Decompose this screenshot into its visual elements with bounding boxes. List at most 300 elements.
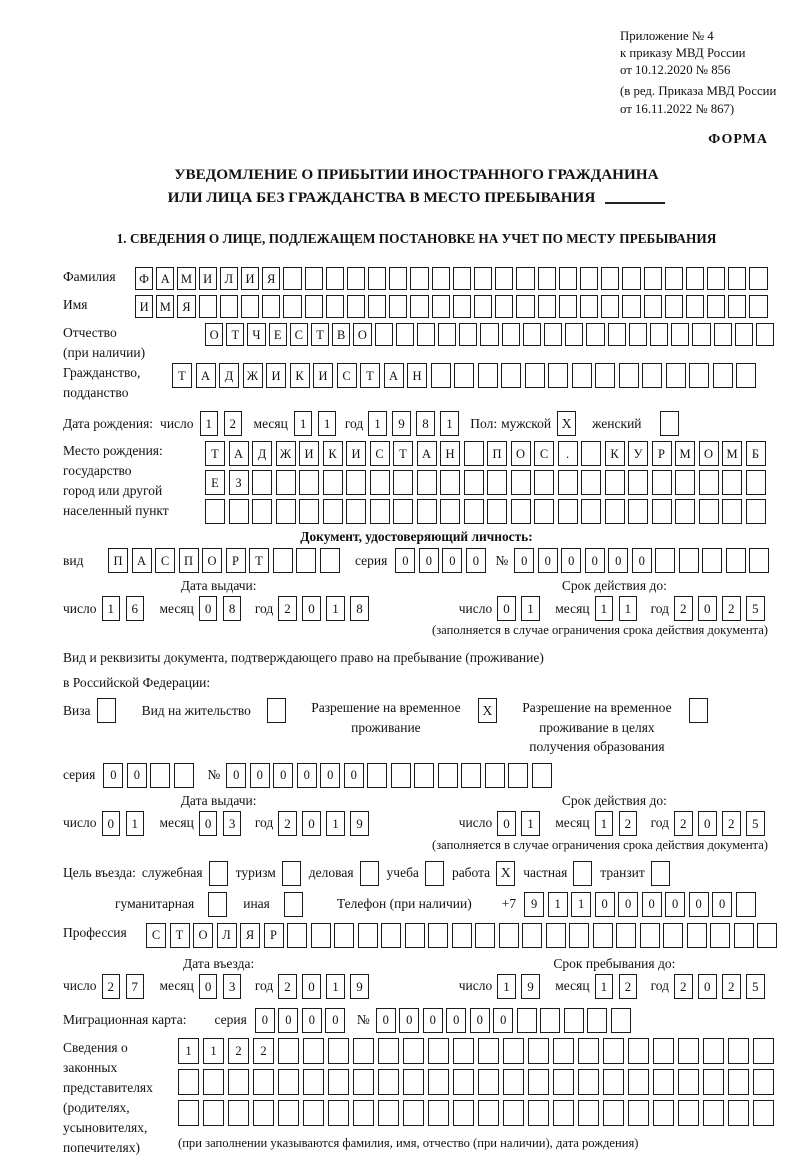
char-box[interactable]: Н [407,363,427,388]
char-box[interactable] [653,1100,674,1126]
char-box[interactable] [287,923,307,948]
char-box[interactable]: Ч [247,323,265,346]
char-box[interactable] [378,1038,399,1064]
char-box[interactable]: 0 [466,548,486,573]
char-box[interactable] [707,295,725,318]
char-box[interactable] [403,1069,424,1095]
char-box[interactable] [303,1069,324,1095]
char-box[interactable]: 1 [521,596,540,621]
char-box[interactable]: 5 [746,974,765,999]
char-box[interactable] [710,923,730,948]
char-box[interactable] [203,1069,224,1095]
char-box[interactable]: Ж [243,363,263,388]
char-box[interactable]: 0 [618,892,638,917]
char-box[interactable]: 0 [698,596,717,621]
char-box[interactable]: Т [170,923,190,948]
char-box[interactable]: Л [217,923,237,948]
char-box[interactable]: Т [311,323,329,346]
char-box[interactable]: 0 [442,548,462,573]
char-box[interactable] [753,1038,774,1064]
char-box[interactable]: 2 [224,411,243,436]
char-box[interactable] [389,267,407,290]
char-box[interactable]: И [299,441,319,466]
char-box[interactable] [548,363,568,388]
char-box[interactable]: С [290,323,308,346]
char-box[interactable] [495,295,513,318]
char-box[interactable]: Н [440,441,460,466]
char-box[interactable]: 1 [326,974,345,999]
char-box[interactable] [178,1069,199,1095]
char-box[interactable]: 1 [619,596,638,621]
char-box[interactable] [241,295,259,318]
char-box[interactable] [417,499,437,524]
char-box[interactable] [644,295,662,318]
char-box[interactable]: 9 [524,892,544,917]
option-temp-residence-education-checkbox[interactable] [689,698,708,723]
char-box[interactable] [663,923,683,948]
char-box[interactable] [328,1100,349,1126]
char-box[interactable]: С [370,441,390,466]
char-box[interactable] [464,470,484,495]
char-box[interactable] [722,499,742,524]
char-box[interactable] [605,499,625,524]
char-box[interactable] [495,267,513,290]
char-box[interactable] [722,470,742,495]
char-box[interactable] [405,923,425,948]
char-box[interactable]: Т [249,548,269,573]
char-box[interactable] [478,1038,499,1064]
char-box[interactable] [220,295,238,318]
char-box[interactable] [368,295,386,318]
char-box[interactable]: Р [264,923,284,948]
char-box[interactable] [391,763,411,788]
char-box[interactable]: 0 [320,763,340,788]
char-box[interactable] [671,323,689,346]
char-box[interactable]: 1 [497,974,516,999]
char-box[interactable] [686,295,704,318]
char-box[interactable]: Р [652,441,672,466]
char-box[interactable] [389,295,407,318]
char-box[interactable]: К [290,363,310,388]
char-box[interactable]: 0 [642,892,662,917]
char-box[interactable]: 0 [595,892,615,917]
char-box[interactable]: 1 [200,411,219,436]
char-box[interactable] [299,499,319,524]
char-box[interactable] [396,323,414,346]
char-box[interactable]: В [332,323,350,346]
char-box[interactable] [728,1038,749,1064]
char-box[interactable] [678,1038,699,1064]
char-box[interactable]: . [558,441,578,466]
char-box[interactable]: Е [269,323,287,346]
char-box[interactable] [532,763,552,788]
char-box[interactable]: Т [205,441,225,466]
char-box[interactable]: 0 [497,596,516,621]
purpose-business-checkbox[interactable] [360,861,379,886]
char-box[interactable] [353,1038,374,1064]
char-box[interactable] [276,470,296,495]
char-box[interactable] [474,295,492,318]
char-box[interactable] [679,548,699,573]
sex-female-checkbox[interactable] [660,411,679,436]
char-box[interactable] [603,1038,624,1064]
char-box[interactable] [414,763,434,788]
char-box[interactable] [150,763,170,788]
char-box[interactable] [628,1038,649,1064]
char-box[interactable] [665,295,683,318]
char-box[interactable]: И [346,441,366,466]
char-box[interactable]: 1 [326,811,345,836]
char-box[interactable] [516,295,534,318]
char-box[interactable] [347,295,365,318]
char-box[interactable] [702,548,722,573]
char-box[interactable] [640,923,660,948]
char-box[interactable] [278,1100,299,1126]
char-box[interactable] [378,1069,399,1095]
char-box[interactable]: 7 [126,974,145,999]
char-box[interactable]: И [135,295,153,318]
char-box[interactable] [199,295,217,318]
char-box[interactable]: Ф [135,267,153,290]
char-box[interactable] [453,1100,474,1126]
char-box[interactable]: 1 [595,974,614,999]
char-box[interactable]: 3 [223,974,242,999]
char-box[interactable]: 6 [126,596,145,621]
char-box[interactable]: 2 [278,974,297,999]
char-box[interactable] [629,323,647,346]
char-box[interactable] [459,323,477,346]
char-box[interactable]: 2 [674,811,693,836]
char-box[interactable] [347,267,365,290]
char-box[interactable] [252,470,272,495]
char-box[interactable] [328,1038,349,1064]
char-box[interactable] [726,548,746,573]
char-box[interactable] [703,1069,724,1095]
char-box[interactable] [534,499,554,524]
char-box[interactable] [378,1100,399,1126]
char-box[interactable]: 0 [585,548,605,573]
char-box[interactable]: У [628,441,648,466]
char-box[interactable] [622,267,640,290]
char-box[interactable] [749,548,769,573]
char-box[interactable] [749,267,767,290]
char-box[interactable]: 1 [294,411,313,436]
char-box[interactable] [642,363,662,388]
char-box[interactable] [323,499,343,524]
char-box[interactable] [736,892,756,917]
char-box[interactable] [262,295,280,318]
char-box[interactable] [603,1069,624,1095]
char-box[interactable] [478,1069,499,1095]
char-box[interactable] [746,499,766,524]
char-box[interactable] [746,470,766,495]
char-box[interactable]: 2 [722,811,741,836]
char-box[interactable] [517,1008,537,1033]
char-box[interactable] [749,295,767,318]
char-box[interactable] [534,470,554,495]
char-box[interactable] [228,1069,249,1095]
char-box[interactable] [432,295,450,318]
char-box[interactable] [440,499,460,524]
char-box[interactable] [299,470,319,495]
char-box[interactable]: 0 [632,548,652,573]
char-box[interactable] [699,499,719,524]
char-box[interactable]: 1 [126,811,145,836]
char-box[interactable]: М [177,267,195,290]
char-box[interactable]: А [417,441,437,466]
char-box[interactable] [403,1038,424,1064]
char-box[interactable] [453,295,471,318]
char-box[interactable] [757,923,777,948]
char-box[interactable]: 0 [712,892,732,917]
char-box[interactable]: 0 [226,763,246,788]
char-box[interactable] [525,363,545,388]
char-box[interactable]: 0 [608,548,628,573]
char-box[interactable] [283,295,301,318]
char-box[interactable] [428,923,448,948]
char-box[interactable]: 9 [350,974,369,999]
char-box[interactable] [581,499,601,524]
char-box[interactable] [653,1069,674,1095]
char-box[interactable] [628,499,648,524]
char-box[interactable] [452,923,472,948]
char-box[interactable]: 0 [470,1008,490,1033]
char-box[interactable] [728,1069,749,1095]
char-box[interactable] [370,499,390,524]
char-box[interactable]: 2 [674,974,693,999]
char-box[interactable] [628,1100,649,1126]
char-box[interactable]: А [229,441,249,466]
char-box[interactable] [502,323,520,346]
char-box[interactable] [461,763,481,788]
char-box[interactable]: Ж [276,441,296,466]
char-box[interactable]: 1 [318,411,337,436]
purpose-other-checkbox[interactable] [284,892,303,917]
char-box[interactable] [278,1038,299,1064]
char-box[interactable] [328,1069,349,1095]
char-box[interactable] [326,267,344,290]
char-box[interactable]: 0 [302,596,321,621]
char-box[interactable]: 1 [102,596,121,621]
char-box[interactable]: 0 [103,763,123,788]
char-box[interactable] [273,548,293,573]
char-box[interactable]: Я [177,295,195,318]
char-box[interactable] [205,499,225,524]
char-box[interactable] [678,1100,699,1126]
char-box[interactable]: 0 [419,548,439,573]
char-box[interactable]: 0 [423,1008,443,1033]
char-box[interactable] [593,923,613,948]
char-box[interactable]: С [146,923,166,948]
char-box[interactable] [655,548,675,573]
char-box[interactable]: 2 [674,596,693,621]
char-box[interactable] [320,548,340,573]
char-box[interactable] [346,470,366,495]
char-box[interactable]: 0 [446,1008,466,1033]
char-box[interactable] [503,1069,524,1095]
char-box[interactable]: 2 [722,596,741,621]
purpose-official-checkbox[interactable] [209,861,228,886]
char-box[interactable] [485,763,505,788]
char-box[interactable] [628,1069,649,1095]
char-box[interactable] [311,923,331,948]
char-box[interactable] [522,923,542,948]
char-box[interactable]: 0 [127,763,147,788]
char-box[interactable] [665,267,683,290]
char-box[interactable] [687,923,707,948]
char-box[interactable]: И [266,363,286,388]
char-box[interactable] [686,267,704,290]
char-box[interactable] [440,470,460,495]
char-box[interactable]: 5 [746,596,765,621]
option-visa-checkbox[interactable] [97,698,116,723]
char-box[interactable] [253,1100,274,1126]
char-box[interactable] [652,499,672,524]
char-box[interactable] [358,923,378,948]
char-box[interactable]: Л [220,267,238,290]
char-box[interactable] [253,1069,274,1095]
char-box[interactable] [478,1100,499,1126]
char-box[interactable]: 0 [538,548,558,573]
char-box[interactable] [644,267,662,290]
char-box[interactable] [578,1100,599,1126]
char-box[interactable]: 0 [561,548,581,573]
char-box[interactable] [586,323,604,346]
char-box[interactable] [480,323,498,346]
char-box[interactable]: А [156,267,174,290]
char-box[interactable]: 0 [665,892,685,917]
char-box[interactable] [305,295,323,318]
char-box[interactable]: 0 [497,811,516,836]
char-box[interactable] [403,1100,424,1126]
char-box[interactable]: Е [205,470,225,495]
char-box[interactable] [474,267,492,290]
char-box[interactable]: О [205,323,223,346]
char-box[interactable]: 2 [102,974,121,999]
char-box[interactable]: 2 [722,974,741,999]
char-box[interactable]: Д [252,441,272,466]
char-box[interactable] [559,267,577,290]
char-box[interactable]: И [313,363,333,388]
char-box[interactable] [736,363,756,388]
char-box[interactable]: 1 [548,892,568,917]
char-box[interactable] [487,470,507,495]
char-box[interactable] [252,499,272,524]
char-box[interactable]: О [511,441,531,466]
char-box[interactable] [616,923,636,948]
char-box[interactable] [544,323,562,346]
char-box[interactable]: 0 [302,974,321,999]
char-box[interactable]: 8 [223,596,242,621]
char-box[interactable] [581,470,601,495]
char-box[interactable] [608,323,626,346]
char-box[interactable]: И [199,267,217,290]
char-box[interactable] [370,470,390,495]
char-box[interactable]: 0 [344,763,364,788]
sex-male-checkbox[interactable]: X [557,411,576,436]
char-box[interactable]: О [353,323,371,346]
char-box[interactable] [628,470,648,495]
char-box[interactable]: 2 [253,1038,274,1064]
char-box[interactable]: М [722,441,742,466]
char-box[interactable] [410,295,428,318]
char-box[interactable]: А [132,548,152,573]
char-box[interactable] [503,1038,524,1064]
char-box[interactable] [666,363,686,388]
char-box[interactable]: 0 [514,548,534,573]
char-box[interactable]: З [229,470,249,495]
char-box[interactable] [565,323,583,346]
char-box[interactable] [375,323,393,346]
char-box[interactable]: 0 [689,892,709,917]
char-box[interactable] [393,499,413,524]
char-box[interactable] [428,1100,449,1126]
char-box[interactable] [564,1008,584,1033]
purpose-work-checkbox[interactable]: X [496,861,515,886]
char-box[interactable] [453,1069,474,1095]
char-box[interactable] [353,1100,374,1126]
char-box[interactable]: 1 [326,596,345,621]
purpose-study-checkbox[interactable] [425,861,444,886]
char-box[interactable]: О [193,923,213,948]
char-box[interactable]: 2 [278,811,297,836]
char-box[interactable] [553,1038,574,1064]
char-box[interactable] [578,1038,599,1064]
char-box[interactable]: 8 [350,596,369,621]
char-box[interactable] [417,470,437,495]
char-box[interactable] [707,267,725,290]
char-box[interactable]: 0 [302,811,321,836]
char-box[interactable]: 0 [698,811,717,836]
char-box[interactable] [540,1008,560,1033]
char-box[interactable]: 8 [416,411,435,436]
char-box[interactable] [516,267,534,290]
char-box[interactable] [475,923,495,948]
char-box[interactable] [650,323,668,346]
char-box[interactable]: 1 [595,596,614,621]
char-box[interactable]: 1 [178,1038,199,1064]
char-box[interactable]: 9 [392,411,411,436]
char-box[interactable] [511,499,531,524]
char-box[interactable] [619,363,639,388]
char-box[interactable] [381,923,401,948]
char-box[interactable]: 0 [297,763,317,788]
char-box[interactable]: 2 [619,811,638,836]
option-temp-residence-checkbox[interactable]: X [478,698,497,723]
char-box[interactable]: 1 [571,892,591,917]
char-box[interactable]: М [156,295,174,318]
char-box[interactable]: Я [262,267,280,290]
char-box[interactable] [453,267,471,290]
char-box[interactable]: 9 [350,811,369,836]
char-box[interactable] [580,267,598,290]
char-box[interactable] [605,470,625,495]
char-box[interactable]: 0 [376,1008,396,1033]
char-box[interactable] [428,1069,449,1095]
char-box[interactable] [523,323,541,346]
char-box[interactable] [428,1038,449,1064]
char-box[interactable] [653,1038,674,1064]
char-box[interactable] [303,1038,324,1064]
char-box[interactable]: Я [240,923,260,948]
char-box[interactable] [431,363,451,388]
char-box[interactable]: Т [226,323,244,346]
char-box[interactable]: 1 [595,811,614,836]
char-box[interactable]: 0 [273,763,293,788]
char-box[interactable]: 1 [521,811,540,836]
purpose-private-checkbox[interactable] [573,861,592,886]
char-box[interactable] [652,470,672,495]
